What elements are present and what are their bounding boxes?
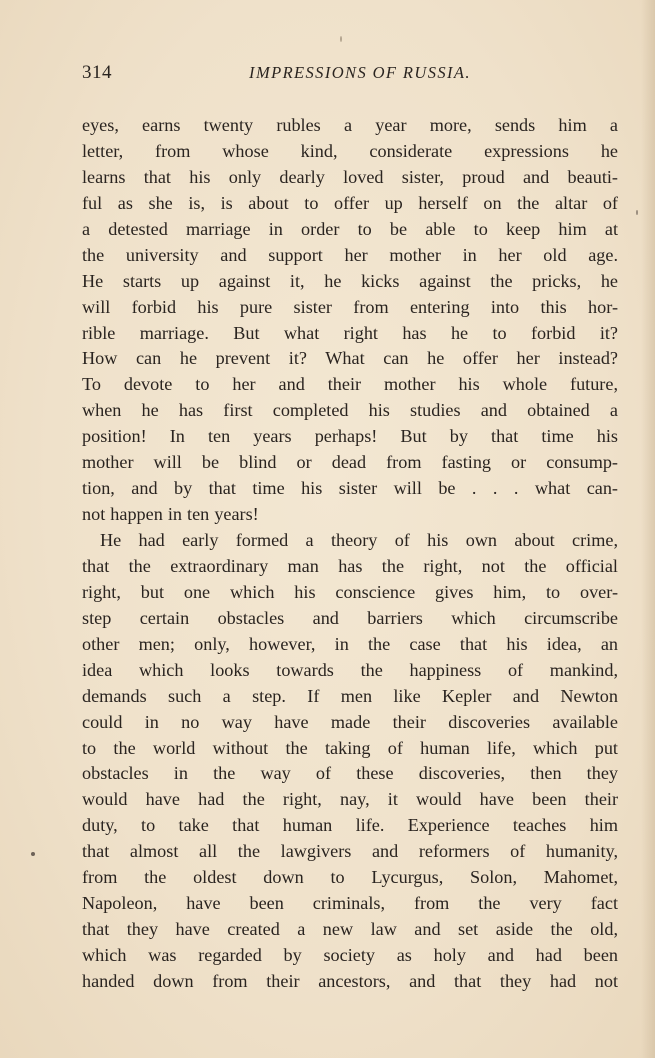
text-line: to the world without the taking of human life, which put	[82, 737, 618, 758]
text-line: that they have created a new law and set aside the old,	[82, 919, 618, 940]
text-line: the university and support her mother in her old age.	[82, 244, 618, 265]
text-line: He starts up against it, he kicks against the pricks, he	[82, 270, 618, 291]
text-line: which was regarded by society as holy and had been	[82, 945, 618, 965]
paper-speck	[31, 852, 35, 856]
text-line: To devote to her and their mother his whole future,	[82, 374, 618, 395]
text-line: a detested marriage in order to be able to keep him at	[82, 218, 618, 239]
text-line: that almost all the lawgivers and reformers of humanity,	[82, 841, 618, 862]
text-line: from the oldest down to Lycurgus, Solon, Mahomet,	[82, 867, 618, 888]
text-line: could in no way have made their discoveries available	[82, 711, 618, 732]
text-line: ful as she is, is about to offer up herself on the altar of	[82, 192, 618, 213]
paper-speck	[340, 36, 342, 42]
text-line: will forbid his pure sister from entering into this hor-	[82, 296, 618, 317]
text-line: would have had the right, nay, it would have been their	[82, 789, 618, 810]
text-line: duty, to take that human life. Experience teaches him	[82, 815, 618, 836]
paper-speck	[636, 210, 638, 215]
body-text	[82, 113, 618, 995]
page-number: 314	[82, 62, 112, 83]
text-line: tion, and by that time his sister will be . . . what can-	[82, 478, 618, 499]
paragraph-last-line: not happen in ten years!	[82, 504, 259, 525]
text-line: eyes, earns twenty rubles a year more, sends him a	[82, 115, 618, 135]
text-line: when he has first completed his studies and obtained a	[82, 400, 618, 421]
text-line: mother will be blind or dead from fasting or consump-	[82, 452, 618, 473]
text-line: letter, from whose kind, considerate expressions he	[82, 140, 618, 161]
text-line: obstacles in the way of these discoveries, then they	[82, 763, 618, 784]
text-line: step certain obstacles and barriers which circumscribe	[82, 607, 618, 628]
text-line: that the extraordinary man has the right, not the official	[82, 555, 618, 576]
text-line: Napoleon, have been criminals, from the very fact	[82, 893, 618, 914]
paragraph-first-line: He had early formed a theory of his own about crime,	[100, 530, 618, 550]
text-line: right, but one which his conscience gives him, to over-	[82, 581, 618, 602]
text-line: idea which looks towards the happiness of mankind,	[82, 659, 618, 680]
text-line: How can he prevent it? What can he offer her instead?	[82, 348, 618, 369]
text-line: learns that his only dearly loved sister, proud and beauti-	[82, 166, 618, 187]
text-line: other men; only, however, in the case that his idea, an	[82, 633, 618, 654]
text-line: rible marriage. But what right has he to forbid it?	[82, 322, 618, 343]
text-line: demands such a step. If men like Kepler and Newton	[82, 685, 618, 706]
text-line: handed down from their ancestors, and that they had not	[82, 970, 618, 991]
text-line: position! In ten years perhaps! But by that time his	[82, 426, 618, 447]
page-header	[82, 62, 618, 88]
running-title: IMPRESSIONS OF RUSSIA.	[249, 63, 471, 82]
